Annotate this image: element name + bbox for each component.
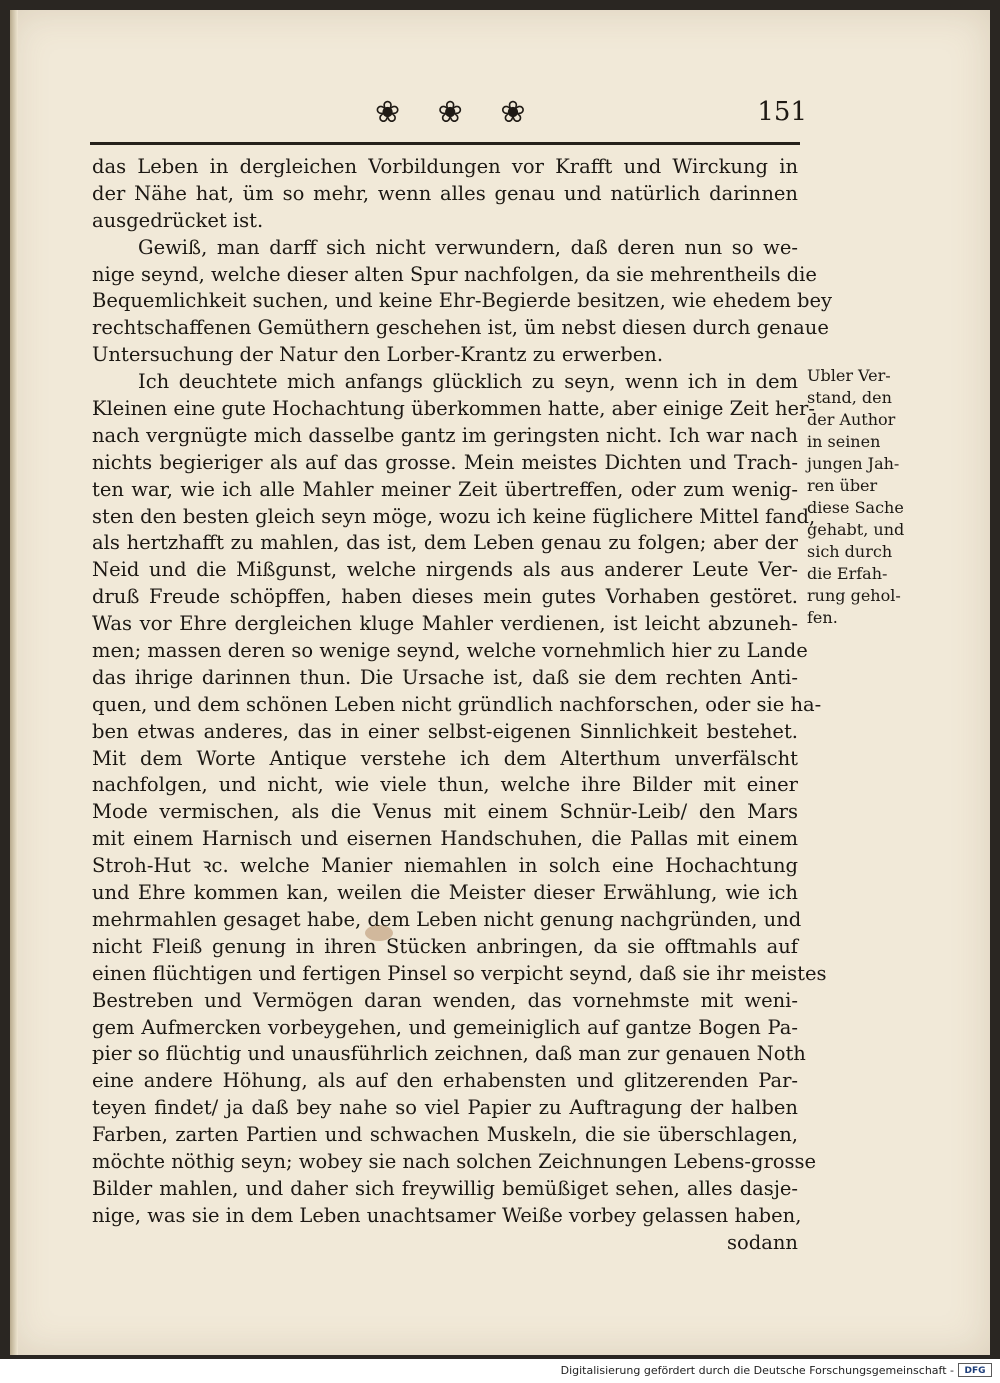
text-line: Untersuchung der Natur den Lorber-Krantz zu erwerben. — [92, 343, 664, 367]
text-line: gem Aufmercken vorbeygehen, und gemeiniglich auf gantze Bogen Pa- — [92, 1015, 798, 1039]
text-line: als hertzhafft zu mahlen, das ist, dem Leben genau zu folgen; aber der — [92, 531, 798, 555]
text-line: nige, was sie in dem Leben unachtsamer Weiße vorbey gelassen haben, — [92, 1203, 802, 1227]
text-line: möchte nöthig seyn; wobey sie nach solchen Zeichnungen Lebens-grosse — [92, 1149, 817, 1173]
text-line: Neid und die Mißgunst, welche nirgends als aus anderer Leute Ver- — [92, 558, 798, 582]
text-line: nachfolgen, und nicht, wie viele thun, welche ihre Bilder mit einer — [92, 773, 798, 797]
text-line: nige seynd, welche dieser alten Spur nachfolgen, da sie mehrentheils die — [92, 262, 817, 286]
margin-note-line: stand, den — [807, 388, 892, 407]
text-line: Mode vermischen, als die Venus mit einem Schnür-Leib/ den Mars — [92, 800, 798, 824]
margin-note-line: rung gehol- — [807, 586, 901, 605]
text-line: pier so flüchtig und unausführlich zeichnen, daß man zur genauen Noth — [92, 1042, 806, 1066]
text-line: nach vergnügte mich dasselbe gantz im geringsten nicht. Ich war nach — [92, 423, 798, 447]
text-line: der Nähe hat, üm so mehr, wenn alles genau und natürlich darinnen — [92, 181, 798, 205]
text-line: sten den besten gleich seyn möge, wozu ich keine füglichere Mittel fand, — [92, 504, 816, 528]
text-line: ben etwas anderes, das in einer selbst-eigenen Sinnlichkeit bestehet. — [92, 719, 798, 743]
margin-note — [807, 365, 927, 629]
ink-stain — [365, 925, 393, 941]
text-line: Gewiß, man darff sich nicht verwundern, daß deren nun so we- — [138, 235, 798, 259]
page-gutter — [10, 10, 18, 1355]
dfg-logo-icon: DFG — [958, 1363, 992, 1377]
text-line: nicht Fleiß genung in ihren Stücken anbringen, da sie offtmahls auf — [92, 934, 798, 958]
book-page — [10, 10, 990, 1355]
text-line: men; massen deren so wenige seynd, welche vornehmlich hier zu Lande — [92, 639, 808, 663]
text-line: Bilder mahlen, und daher sich freywillig bemüßiget sehen, alles dasje- — [92, 1176, 798, 1200]
margin-note-line: diese Sache — [807, 498, 904, 517]
page-header — [10, 95, 990, 139]
text-line: Farben, zarten Partien und schwachen Muskeln, die sie überschlagen, — [92, 1123, 798, 1147]
text-line: Kleinen eine gute Hochachtung überkommen hatte, aber einige Zeit her- — [92, 397, 815, 421]
margin-note-line: Ubler Ver- — [807, 366, 891, 385]
margin-note-line: sich durch — [807, 542, 893, 561]
digitization-footer — [0, 1359, 1000, 1383]
text-line: druß Freude schöpffen, haben dieses mein gutes Vorhaben gestöret. — [92, 585, 798, 609]
header-rule — [90, 142, 800, 145]
text-line: Bestreben und Vermögen daran wenden, das vornehmste mit weni- — [92, 988, 798, 1012]
text-line: mehrmahlen gesaget habe, dem Leben nicht genung nachgründen, und — [92, 907, 802, 931]
page-number: 151 — [757, 97, 807, 127]
text-line: Mit dem Worte Antique verstehe ich dem Alterthum unverfälscht — [92, 746, 798, 770]
margin-note-line: der Author — [807, 410, 896, 429]
header-ornaments: ❀ ❀ ❀ — [375, 95, 540, 130]
margin-note-line: fen. — [807, 608, 838, 627]
text-line: das Leben in dergleichen Vorbildungen vor Krafft und Wirckung in — [92, 155, 798, 178]
margin-note-line: die Erfah- — [807, 564, 888, 583]
text-line: Bequemlichkeit suchen, und keine Ehr-Begierde besitzen, wie ehedem bey — [92, 289, 833, 313]
margin-note-line: ren über — [807, 476, 878, 495]
main-text — [92, 154, 833, 1257]
text-line: Was vor Ehre dergleichen kluge Mahler verdienen, ist leicht abzuneh- — [92, 612, 798, 636]
margin-note-line: in seinen — [807, 432, 881, 451]
text-line: quen, und dem schönen Leben nicht gründlich nachforschen, oder sie ha- — [92, 692, 822, 716]
catchword: sodann — [727, 1230, 798, 1254]
text-line: teyen findet/ ja daß bey nahe so viel Papier zu Auftragung der halben — [92, 1096, 798, 1120]
text-line: ausgedrücket ist. — [92, 208, 264, 232]
text-line: und Ehre kommen kan, weilen die Meister dieser Erwählung, wie ich — [92, 881, 798, 905]
text-line: mit einem Harnisch und eisernen Handschuhen, die Pallas mit einem — [92, 827, 798, 851]
text-line: das ihrige darinnen thun. Die Ursache ist, daß sie dem rechten Anti- — [92, 665, 798, 689]
margin-note-line: gehabt, und — [807, 520, 905, 539]
text-line: ten war, wie ich alle Mahler meiner Zeit übertreffen, oder zum wenig- — [92, 477, 798, 501]
text-line: Ich deuchtete mich anfangs glücklich zu seyn, wenn ich in dem — [138, 370, 798, 394]
funding-credit: Digitalisierung gefördert durch die Deutsche Forschungsgemeinschaft - — [560, 1364, 954, 1377]
text-line: Stroh-Hut ꝛc. welche Manier niemahlen in solch eine Hochachtung — [92, 854, 798, 878]
text-line: einen flüchtigen und fertigen Pinsel so verpicht seynd, daß sie ihr meistes — [92, 961, 827, 985]
text-line: rechtschaffenen Gemüthern geschehen ist, üm nebst diesen durch genaue — [92, 316, 829, 340]
text-line: nichts begieriger als auf das grosse. Mein meistes Dichten und Trach- — [92, 450, 798, 474]
text-line: eine andere Höhung, als auf den erhabensten und glitzerenden Par- — [92, 1069, 798, 1093]
margin-note-line: jungen Jah- — [807, 454, 900, 473]
